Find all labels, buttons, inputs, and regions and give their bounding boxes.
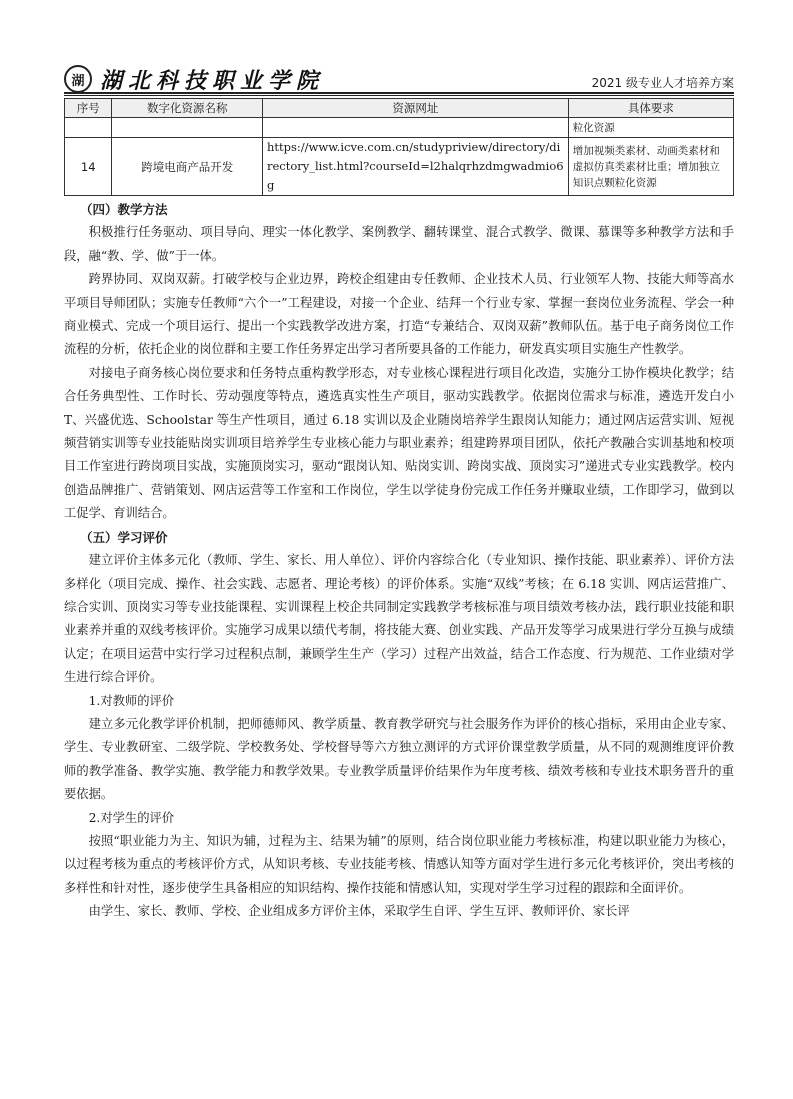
- plan-title: 2021 级专业人才培养方案: [591, 76, 734, 90]
- paragraph: 对接电子商务核心岗位要求和任务特点重构教学形态，对专业核心课程进行项目化改造，实施分工协作模块化教学；结合任务典型性、工作时长、劳动强度等特点，遴选真实性生产项目，驱动实践教学。依据岗位需求与标准，遴选开发白小 T、兴盛优选、Schoolstar 等生产性项目，通过 6.18 实训以及企业随岗培养学生跟岗认知能力；通过网店运营实训、短视频营销实训等专业技能贴岗实训项目培养学生专业核心能力与职业素养；组建跨界项目团队，依托产教融合实训基地和校项目工作室进行跨岗项目实战，实施顶岗实习，驱动“跟岗认知、贴岗实训、跨岗实战、顶岗实习”递进式专业实践教学。校内创造品牌推广、营销策划、网店运营等工作室和工作岗位，学生以学徒身份完成工作任务并赚取业绩，工作即学习，做到以工促学、育训结合。: [64, 365, 734, 521]
- header-divider-thin: [64, 95, 734, 96]
- document-body: [64, 198, 734, 924]
- paragraph: 积极推行任务驱动、项目导向、理实一体化教学、案例教学、翻转课堂、混合式教学、微课、慕课等多种教学方法和手段，融“教、学、做”于一体。: [64, 225, 734, 263]
- paragraph: 建立多元化教学评价机制，把师德师风、教学质量、教育教学研究与社会服务作为评价的核心指标，采用由企业专家、学生、专业教研室、二级学院、学校教务处、学校督导等六方独立测评的方式评价课堂教学质量，从不同的观测维度评价教师的教学准备、教学实施、教学能力和教学效果。专业教学质量评价结果作为年度考核、绩效考核和专业技术职务晋升的重要依据。: [64, 716, 734, 802]
- col-header-name: 数字化资源名称: [112, 99, 263, 118]
- cell-req: 粒化资源: [568, 118, 733, 138]
- paragraph: 按照“职业能力为主、知识为辅，过程为主、结果为辅”的原则，结合岗位职业能力考核标准，构建以职业能力为核心，以过程考核为重点的考核评价方式，从知识考核、专业技能考核、情感认知等方面对学生进行多元化考核评价，突出考核的多样性和针对性，逐步使学生具备相应的知识结构、操作技能和情感认知，实现对学生学习过程的跟踪和全面评价。: [64, 833, 734, 895]
- table-header-row: [65, 99, 734, 118]
- paragraph: 建立评价主体多元化（教师、学生、家长、用人单位）、评价内容综合化（专业知识、操作技能、职业素养）、评价方法多样化（项目完成、操作、社会实践、志愿者、理论考核）的评价体系。实施“双线”考核；在 6.18 实训、网店运营推广、综合实训、顶岗实习等专业技能课程、实训课程上校企共同制定实践教学考核标准与项目绩效考核办法，践行职业技能和职业素养并重的双线考核评价。实施学习成果以绩代考制，将技能大赛、创业实践、产品开发等学习成果进行学分互换与成绩认定；在项目运营中实行学习过程积点制，兼顾学生生产（学习）过程产出效益，结合工作态度、行为规范、工作业绩对学生进行综合评价。: [64, 553, 734, 685]
- table-row: [65, 138, 734, 196]
- col-header-url: 资源网址: [262, 99, 568, 118]
- paragraph: 跨界协同、双岗双薪。打破学校与企业边界，跨校企组建由专任教师、企业技术人员、行业领军人物、技能大师等高水平项目导师团队；实施专任教师“六个一”工程建设，对接一个企业、结拜一个行业专家、掌握一套岗位业务流程、学会一种商业模式、完成一个项目运行、提出一个实践教学改进方案，打造“专兼结合、双岗双薪”教师队伍。基于电子商务岗位工作流程的分析，依托企业的岗位群和主要工作任务界定出学习者所要具备的工作能力，研发真实项目实施生产性教学。: [64, 272, 734, 357]
- school-name: 湖北科技职业学院: [100, 67, 325, 94]
- col-header-no: 序号: [65, 99, 112, 118]
- table-row: [65, 118, 734, 138]
- school-emblem-icon: 湖: [64, 65, 92, 93]
- section-heading-teaching-methods: （四）教学方法: [80, 202, 168, 217]
- section-heading-learning-evaluation: （五）学习评价: [80, 529, 168, 545]
- cell-name: [112, 118, 263, 138]
- paragraph: 由学生、家长、教师、学校、企业组成多方评价主体，采取学生自评、学生互评、教师评价、家长评: [88, 904, 630, 919]
- subheading-student-evaluation: 2.对学生的评价: [88, 810, 175, 825]
- subheading-teacher-evaluation: 1.对教师的评价: [88, 693, 175, 708]
- school-logo: [64, 64, 324, 94]
- cell-url-link[interactable]: https://www.icve.com.cn/studypriview/directory/directory_list.html?courseId=l2halqrhzdmgwadmio6g: [262, 138, 568, 196]
- cell-url: [262, 118, 568, 138]
- col-header-req: 具体要求: [568, 99, 733, 118]
- cell-no: [65, 118, 112, 138]
- header-divider: [64, 92, 734, 94]
- resource-table: [64, 98, 734, 196]
- cell-req: 增加视频类素材、动画类素材和虚拟仿真类素材比重；增加独立知识点颗粒化资源: [568, 138, 733, 196]
- cell-name: 跨境电商产品开发: [112, 138, 263, 196]
- cell-no: 14: [65, 138, 112, 196]
